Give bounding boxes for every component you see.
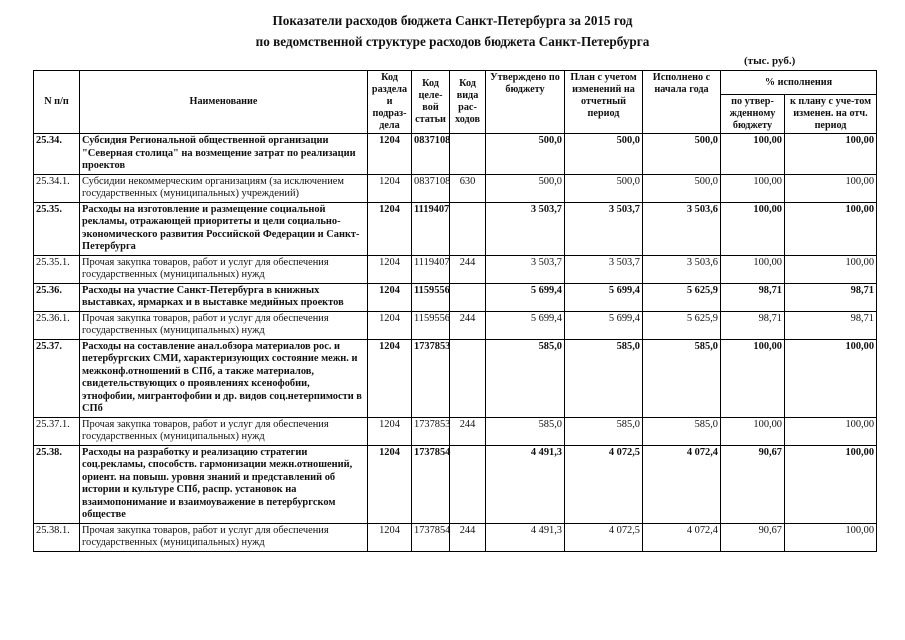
cell-name: Расходы на участие Санкт-Петербурга в книжных выставках, ярмарках и в выставке медийных проектов <box>80 283 368 311</box>
header-plan: План с учетом изменений на отчетный период <box>565 71 643 134</box>
header-pct-approved: по утвер-жденному бюджету <box>721 95 785 134</box>
table-row <box>34 339 877 417</box>
cell-executed: 500,0 <box>643 134 721 175</box>
cell-approved: 3 503,7 <box>486 202 565 255</box>
cell-kind: 244 <box>450 255 486 283</box>
cell-section: 1204 <box>368 523 412 551</box>
cell-article: 1119407 <box>412 255 450 283</box>
cell-pct-plan: 100,00 <box>785 339 877 417</box>
cell-section: 1204 <box>368 255 412 283</box>
cell-name: Прочая закупка товаров, работ и услуг для обеспечения государственных (муниципальных) нужд <box>80 417 368 445</box>
cell-pct-plan: 98,71 <box>785 283 877 311</box>
cell-name: Субсидия Региональной общественной организации "Северная столица" на возмещение затрат по реализации проектов <box>80 134 368 175</box>
header-row <box>34 71 877 95</box>
cell-plan: 3 503,7 <box>565 255 643 283</box>
cell-plan: 5 699,4 <box>565 283 643 311</box>
cell-section: 1204 <box>368 174 412 202</box>
header-name: Наименование <box>80 71 368 134</box>
cell-pct-approved: 100,00 <box>721 417 785 445</box>
cell-article: 1737853 <box>412 417 450 445</box>
cell-pct-plan: 100,00 <box>785 202 877 255</box>
cell-plan: 585,0 <box>565 417 643 445</box>
cell-num: 25.36. <box>34 283 80 311</box>
cell-kind: 244 <box>450 523 486 551</box>
document-title: Показатели расходов бюджета Санкт-Петербурга за 2015 год <box>272 13 633 28</box>
cell-article: 1737854 <box>412 445 450 523</box>
cell-name: Расходы на составление анал.обзора материалов рос. и петербургских СМИ, характеризующих состояние межн. и межконф.отношений в СПб, а также материалов, свидетельствующих о проявлениях ксенофобии, этнофобии, мигрантофобии и др. видов соц.нетерпимости в СПб <box>80 339 368 417</box>
cell-kind <box>450 134 486 175</box>
cell-executed: 5 625,9 <box>643 283 721 311</box>
cell-plan: 5 699,4 <box>565 311 643 339</box>
cell-pct-plan: 100,00 <box>785 134 877 175</box>
cell-name: Прочая закупка товаров, работ и услуг для обеспечения государственных (муниципальных) нужд <box>80 311 368 339</box>
header-num: N п/п <box>34 71 80 134</box>
cell-pct-plan: 98,71 <box>785 311 877 339</box>
cell-article: 1737854 <box>412 523 450 551</box>
table-body <box>34 134 877 552</box>
cell-section: 1204 <box>368 134 412 175</box>
cell-num: 25.36.1. <box>34 311 80 339</box>
cell-kind <box>450 283 486 311</box>
table-row <box>34 134 877 175</box>
cell-num: 25.35. <box>34 202 80 255</box>
document-subtitle: по ведомственной структуре расходов бюджета Санкт-Петербурга <box>255 34 650 49</box>
cell-pct-approved: 98,71 <box>721 283 785 311</box>
header-article: Код целе-вой статьи <box>412 71 450 134</box>
cell-num: 25.37.1. <box>34 417 80 445</box>
table-row <box>34 255 877 283</box>
cell-kind <box>450 339 486 417</box>
cell-name: Расходы на разработку и реализацию стратегии соц.рекламы, способств. гармонизации межн.отношений, ориент. на повыш. уровня знаний и представлений об истории и культуре СПб, распр. установок на взаимопонимание и взаимоуважение в петербургском обществе <box>80 445 368 523</box>
cell-pct-approved: 90,67 <box>721 523 785 551</box>
cell-plan: 585,0 <box>565 339 643 417</box>
cell-name: Прочая закупка товаров, работ и услуг для обеспечения государственных (муниципальных) нужд <box>80 255 368 283</box>
cell-pct-plan: 100,00 <box>785 445 877 523</box>
cell-pct-approved: 100,00 <box>721 174 785 202</box>
cell-num: 25.37. <box>34 339 80 417</box>
cell-num: 25.35.1. <box>34 255 80 283</box>
cell-plan: 4 072,5 <box>565 523 643 551</box>
header-approved: Утверждено по бюджету <box>486 71 565 134</box>
header-executed: Исполнено с начала года <box>643 71 721 134</box>
cell-pct-approved: 90,67 <box>721 445 785 523</box>
cell-article: 1159556 <box>412 283 450 311</box>
cell-pct-plan: 100,00 <box>785 523 877 551</box>
cell-pct-approved: 100,00 <box>721 134 785 175</box>
cell-pct-approved: 100,00 <box>721 255 785 283</box>
cell-pct-approved: 98,71 <box>721 311 785 339</box>
cell-executed: 585,0 <box>643 339 721 417</box>
cell-executed: 585,0 <box>643 417 721 445</box>
cell-pct-plan: 100,00 <box>785 255 877 283</box>
cell-name: Прочая закупка товаров, работ и услуг для обеспечения государственных (муниципальных) нужд <box>80 523 368 551</box>
header-section: Код раздела и подраз-дела <box>368 71 412 134</box>
cell-kind: 244 <box>450 417 486 445</box>
cell-section: 1204 <box>368 311 412 339</box>
cell-approved: 3 503,7 <box>486 255 565 283</box>
cell-approved: 585,0 <box>486 417 565 445</box>
cell-plan: 500,0 <box>565 134 643 175</box>
table-row <box>34 445 877 523</box>
cell-kind <box>450 445 486 523</box>
cell-approved: 500,0 <box>486 134 565 175</box>
cell-article: 1737853 <box>412 339 450 417</box>
cell-pct-approved: 100,00 <box>721 339 785 417</box>
cell-num: 25.34.1. <box>34 174 80 202</box>
cell-approved: 4 491,3 <box>486 523 565 551</box>
table-row <box>34 417 877 445</box>
cell-pct-plan: 100,00 <box>785 417 877 445</box>
cell-article: 0837108 <box>412 174 450 202</box>
cell-approved: 4 491,3 <box>486 445 565 523</box>
header-kind: Код вида рас-ходов <box>450 71 486 134</box>
cell-kind: 244 <box>450 311 486 339</box>
cell-name: Расходы на изготовление и размещение социальной рекламы, отражающей приоритеты и цели социально-экономического развития Российской Федерации и Санкт-Петербурга <box>80 202 368 255</box>
cell-plan: 4 072,5 <box>565 445 643 523</box>
cell-plan: 3 503,7 <box>565 202 643 255</box>
cell-pct-approved: 100,00 <box>721 202 785 255</box>
cell-plan: 500,0 <box>565 174 643 202</box>
cell-approved: 5 699,4 <box>486 311 565 339</box>
cell-pct-plan: 100,00 <box>785 174 877 202</box>
header-pct-plan: к плану с уче-том изменен. на отч. период <box>785 95 877 134</box>
cell-approved: 500,0 <box>486 174 565 202</box>
table-row <box>34 202 877 255</box>
unit-label: (тыс. руб.) <box>744 55 796 67</box>
cell-kind <box>450 202 486 255</box>
cell-approved: 5 699,4 <box>486 283 565 311</box>
cell-section: 1204 <box>368 339 412 417</box>
cell-section: 1204 <box>368 445 412 523</box>
table-row <box>34 283 877 311</box>
cell-article: 1159556 <box>412 311 450 339</box>
cell-num: 25.38.1. <box>34 523 80 551</box>
cell-executed: 5 625,9 <box>643 311 721 339</box>
cell-article: 1119407 <box>412 202 450 255</box>
table-row <box>34 311 877 339</box>
cell-executed: 3 503,6 <box>643 255 721 283</box>
cell-approved: 585,0 <box>486 339 565 417</box>
header-pct-group: % исполнения <box>721 71 877 95</box>
cell-kind: 630 <box>450 174 486 202</box>
cell-executed: 4 072,4 <box>643 523 721 551</box>
cell-executed: 3 503,6 <box>643 202 721 255</box>
cell-name: Субсидии некоммерческим организациям (за исключением государственных (муниципальных) учреждений) <box>80 174 368 202</box>
cell-section: 1204 <box>368 202 412 255</box>
cell-section: 1204 <box>368 417 412 445</box>
cell-num: 25.38. <box>34 445 80 523</box>
cell-article: 0837108 <box>412 134 450 175</box>
cell-executed: 500,0 <box>643 174 721 202</box>
budget-table <box>33 70 877 552</box>
table-row <box>34 523 877 551</box>
cell-num: 25.34. <box>34 134 80 175</box>
cell-executed: 4 072,4 <box>643 445 721 523</box>
cell-section: 1204 <box>368 283 412 311</box>
table-row <box>34 174 877 202</box>
